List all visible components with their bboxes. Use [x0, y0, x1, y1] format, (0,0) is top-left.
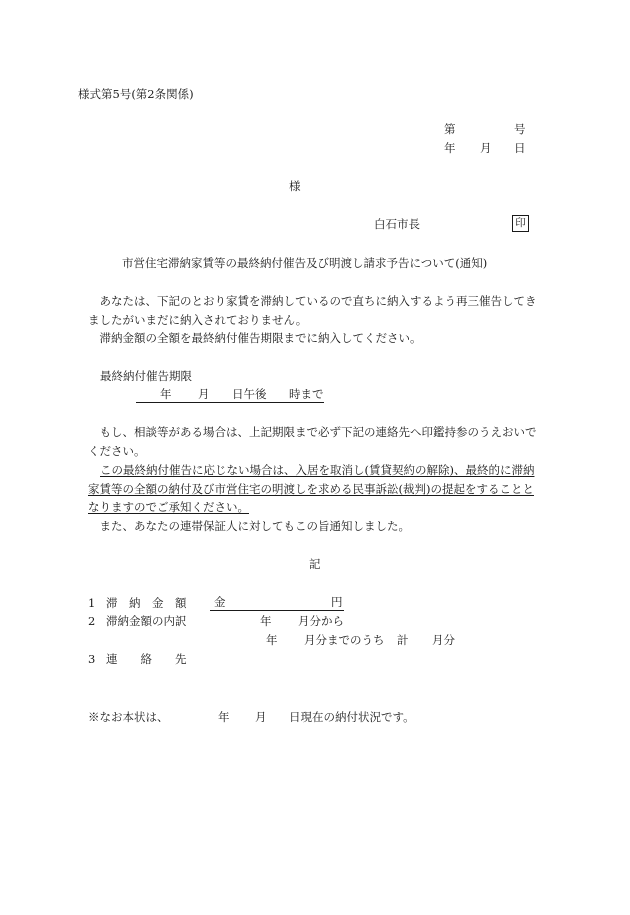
item2-label: 滞納金額の内訳 — [106, 614, 187, 628]
paragraph2-line2: ください。 — [88, 444, 146, 458]
paragraph1-line3: 滞納金額の全額を最終納付催告期限までに納入してください。 — [88, 331, 422, 345]
item2-num: 2 — [88, 614, 96, 628]
deadline-year: 年 — [160, 387, 172, 401]
item1-value-suffix: 円 — [331, 595, 343, 609]
date-day: 日 — [514, 141, 526, 155]
form-number: 様式第5号(第2条関係) — [78, 87, 194, 101]
footnote-suffix: 日現在の納付状況です。 — [289, 710, 415, 724]
item2-from-year: 年 — [260, 614, 272, 628]
item2-to-year: 年 — [266, 633, 278, 647]
paragraph1-line1: あなたは、下記のとおり家賃を滞納しているので直ちに納入するよう再三催告してき — [88, 294, 537, 308]
sender-name: 白石市長 — [374, 217, 420, 231]
deadline-month: 月 — [198, 387, 210, 401]
date-year: 年 — [444, 141, 456, 155]
item3-label: 連 絡 先 — [106, 652, 187, 666]
footnote-month: 月 — [255, 710, 267, 724]
item2-from-month: 月分から — [298, 614, 344, 628]
item1-value-prefix: 金 — [214, 595, 226, 609]
item1-num: 1 — [88, 596, 96, 610]
warning-line2: 家賃等の全額の納付及び市営住宅の明渡しを求める民事訴訟(裁判)の提起をすることと — [88, 482, 534, 496]
footnote-prefix: ※なお本状は、 — [88, 710, 169, 724]
item3-num: 3 — [88, 652, 96, 666]
deadline-label: 最終納付催告期限 — [100, 369, 192, 383]
item2-to-month: 月分までのうち — [304, 633, 385, 647]
doc-no-prefix: 第 — [444, 122, 456, 136]
ki-heading: 記 — [309, 557, 321, 571]
footnote-year: 年 — [218, 710, 230, 724]
addressee-suffix: 様 — [289, 179, 301, 193]
deadline-day-time: 日午後 — [232, 387, 267, 401]
doc-no-suffix: 号 — [514, 122, 526, 136]
seal-mark: 印 — [512, 215, 529, 232]
deadline-until: 時まで — [289, 387, 324, 401]
document-title: 市営住宅滞納家賃等の最終納付催告及び明渡し請求予告について(通知) — [122, 256, 488, 270]
paragraph1-line2: ましたがいまだに納入されておりません。 — [88, 313, 308, 327]
item1-amount-line — [210, 596, 344, 611]
paragraph2-line1: もし、相談等がある場合は、上記期限まで必ず下記の連絡先へ印鑑持参のうえおいで — [88, 425, 537, 439]
warning-line3: なりますのでご承知ください。 — [88, 500, 249, 514]
item2-total-label: 計 — [397, 633, 409, 647]
date-month: 月 — [480, 141, 492, 155]
warning-line1: この最終納付催告に応じない場合は、入居を取消し(賃貸契約の解除)、最終的に滞納 — [100, 463, 535, 477]
item1-label: 滞 納 金 額 — [106, 596, 187, 610]
item2-total-unit: 月分 — [432, 633, 455, 647]
guarantor-notice: また、あなたの連帯保証人に対してもこの旨通知しました。 — [88, 519, 410, 533]
